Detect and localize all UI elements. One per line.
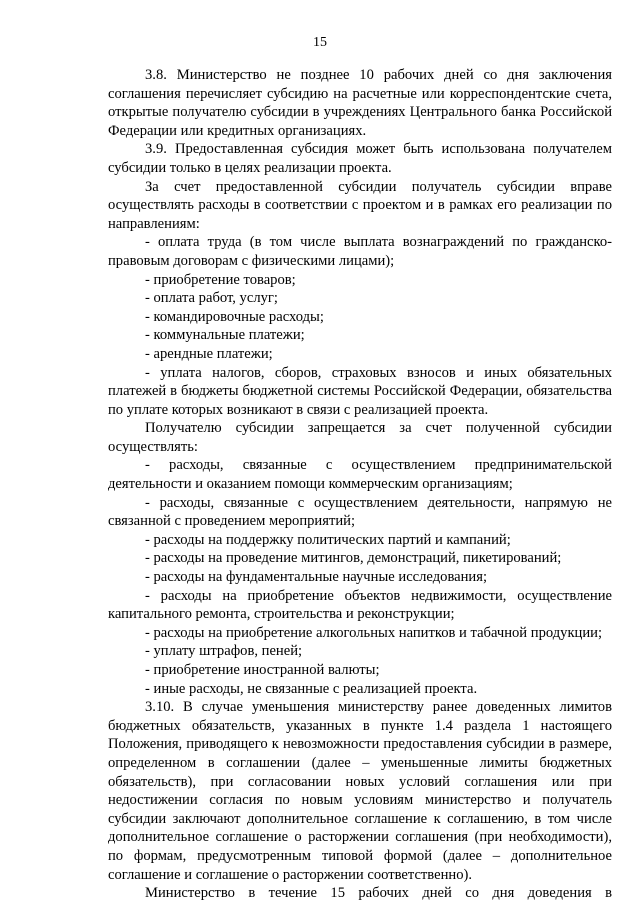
list-item-works-services: - оплата работ, услуг; bbox=[145, 290, 278, 307]
page-number: 15 bbox=[313, 35, 327, 50]
list-item-political-parties: - расходы на поддержку политических партий и кампаний; bbox=[145, 531, 511, 548]
list-item-real-estate: - расходы на приобретение объектов недвижимости, осуществление капитального ремонта, строительства и реконструкции; bbox=[108, 587, 612, 623]
paragraph-3-9: 3.9. Предоставленная субсидия может быть использована получателем субсидии только в целях реализации проекта. bbox=[108, 141, 612, 176]
list-item-rallies: - расходы на проведение митингов, демонстраций, пикетирований; bbox=[145, 550, 562, 567]
document-body bbox=[108, 66, 612, 903]
list-item-alcohol-tobacco: - расходы на приобретение алкогольных напитков и табачной продукции; bbox=[145, 624, 603, 641]
list-item-goods: - приобретение товаров; bbox=[145, 271, 296, 288]
list-item-other-expenses: - иные расходы, не связанные с реализацией проекта. bbox=[145, 680, 478, 697]
list-item-taxes: - уплата налогов, сборов, страховых взносов и иных обязательных платежей в бюджеты бюджетной системы Российской Федерации, обязательства по уплате которых возникают в связи с реализацией проекта. bbox=[108, 364, 612, 418]
list-item-business-activity: - расходы, связанные с осуществлением предпринимательской деятельности и оказанием помощи коммерческим организациям; bbox=[108, 457, 612, 493]
list-item-fundamental-research: - расходы на фундаментальные научные исследования; bbox=[145, 569, 488, 586]
list-item-travel: - командировочные расходы; bbox=[145, 308, 324, 325]
list-item-unrelated-activity: - расходы, связанные с осуществлением деятельности, напрямую не связанной с проведением мероприятий; bbox=[108, 494, 612, 530]
list-item-labor-payment: - оплата труда (в том числе выплата вознаграждений по гражданско-правовым договорам с физическими лицами); bbox=[108, 234, 612, 269]
list-item-foreign-currency: - приобретение иностранной валюты; bbox=[145, 662, 380, 678]
paragraph-ministry-deadline: Министерство в течение 15 рабочих дней со дня доведения в bbox=[145, 885, 612, 902]
paragraph-3-10: 3.10. В случае уменьшения министерству ранее доведенных лимитов бюджетных обязательств, указанных в пункте 1.4 раздела 1 настоящего Положения, приводящего к невозможности предоставления субсидии в размере, определенном в соглашении (далее – уменьшенные лимиты бюджетных обязательств), при согласовании новых условий соглашения или при недостижении согласия по новым условиям министерство и получатель субсидии заключают дополнительное соглашение к соглашению, в том числе дополнительное соглашение о расторжении соглашения (при необходимости), по формам, предусмотренным типовой формой (далее – дополнительное соглашение и соглашение о расторжении соответственно). bbox=[108, 699, 612, 883]
list-item-fines: - уплату штрафов, пеней; bbox=[145, 643, 303, 660]
list-item-rent: - арендные платежи; bbox=[145, 345, 273, 362]
list-item-utilities: - коммунальные платежи; bbox=[145, 327, 305, 344]
paragraph-allowed-expenses-intro: За счет предоставленной субсидии получатель субсидии вправе осуществлять расходы в соответствии с проектом и в рамках его реализации по направлениям: bbox=[108, 178, 612, 232]
paragraph-3-8: 3.8. Министерство не позднее 10 рабочих дней со дня заключения соглашения перечисляет субсидию на расчетные или корреспондентские счета, открытые получателю субсидии в учреждениях Центрального банка Российской Федерации или кредитных организациях. bbox=[108, 67, 612, 139]
paragraph-prohibited-expenses-intro: Получателю субсидии запрещается за счет полученной субсидии осуществлять: bbox=[108, 420, 612, 455]
